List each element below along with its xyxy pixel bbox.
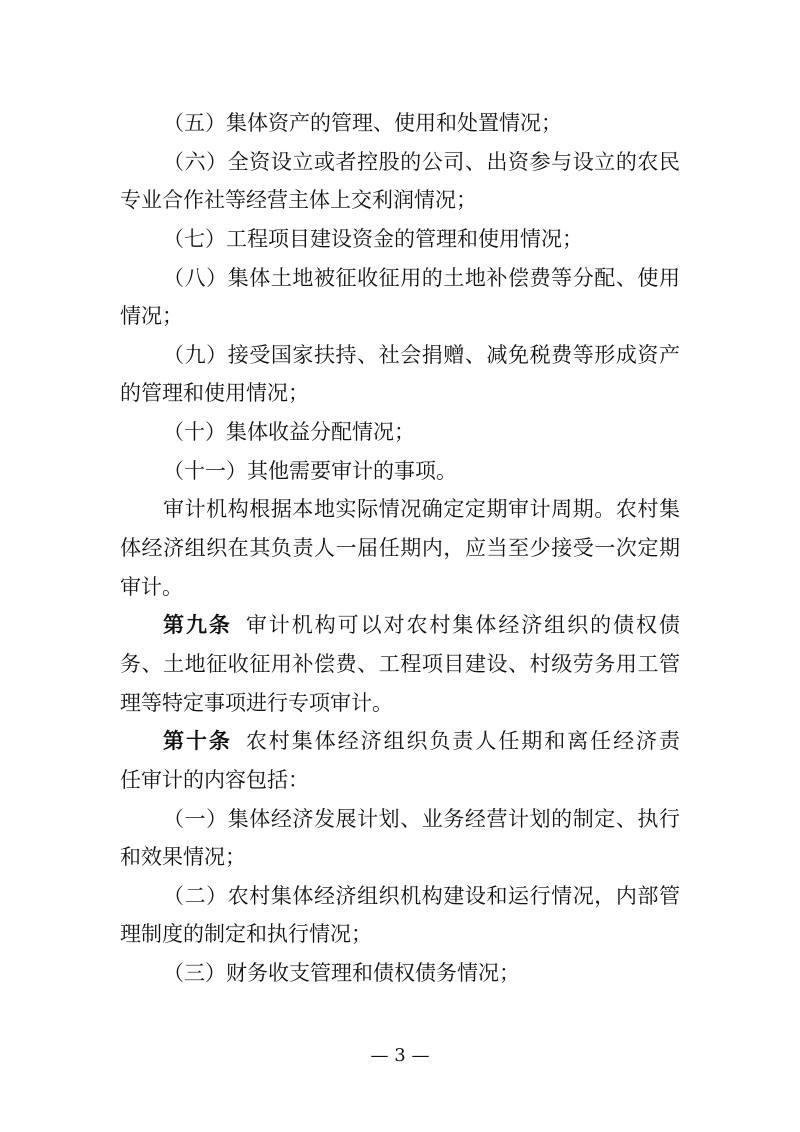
line-text: 理等特定事项进行专项审计。 (120, 690, 393, 715)
line-text: （五）集体资产的管理、使用和处置情况； (163, 111, 562, 135)
text-line (120, 722, 680, 761)
line-text: 审计。 (120, 574, 183, 599)
line-text: 理制度的制定和执行情况； (120, 922, 372, 947)
text-line (120, 954, 680, 993)
text-line (120, 413, 680, 452)
document-body (120, 104, 680, 993)
text-line (120, 877, 680, 916)
line-text: （六）全资设立或者控股的公司、出资参与设立的农民 (163, 149, 680, 174)
line-text: （十一）其他需要审计的事项。 (163, 458, 457, 483)
text-line (120, 490, 680, 529)
text-line (120, 915, 680, 954)
line-text: 和效果情况； (120, 845, 246, 870)
text-line (120, 529, 680, 568)
article-heading: 第十条 (163, 728, 232, 754)
line-text: 体经济组织在其负责人一届任期内，应当至少接受一次定期 (120, 536, 680, 561)
line-text: （二）农村集体经济组织机构建设和运行情况，内部管 (163, 883, 680, 908)
line-text: 情况； (120, 304, 183, 329)
text-line (120, 761, 680, 800)
text-line (120, 645, 680, 684)
line-text: 任审计的内容包括： (120, 767, 309, 792)
line-text: 审计机构根据本地实际情况确定定期审计周期。农村集 (163, 497, 680, 522)
text-line (120, 800, 680, 839)
text-line (120, 838, 680, 877)
line-text: 的管理和使用情况； (120, 381, 309, 406)
line-text: （八）集体土地被征收征用的土地补偿费等分配、使用 (163, 265, 680, 290)
line-text: 审计机构可以对农村集体经济组织的债权债 (245, 613, 681, 638)
text-line (120, 220, 680, 259)
page-number: — 3 — (370, 1045, 430, 1066)
text-line (120, 297, 680, 336)
text-line (120, 568, 680, 607)
text-line (120, 452, 680, 491)
text-line (120, 684, 680, 723)
text-line (120, 181, 680, 220)
line-text: （一）集体经济发展计划、业务经营计划的制定、执行 (163, 806, 680, 831)
line-text: （七）工程项目建设资金的管理和使用情况； (163, 226, 583, 251)
line-text: （九）接受国家扶持、社会捐赠、减免税费等形成资产 (163, 342, 680, 367)
line-text: 务、土地征收征用补偿费、工程项目建设、村级劳务用工管 (120, 651, 680, 676)
line-text: 专业合作社等经营主体上交利润情况； (120, 188, 477, 213)
text-line (120, 336, 680, 375)
article-heading: 第九条 (163, 612, 232, 638)
text-line (120, 259, 680, 298)
line-text: （十）集体收益分配情况； (163, 420, 415, 445)
text-line (120, 104, 680, 143)
text-line (120, 374, 680, 413)
line-text: （三）财务收支管理和债权债务情况； (163, 961, 520, 986)
text-line (120, 143, 680, 182)
line-text: 农村集体经济组织负责人任期和离任经济责 (245, 729, 681, 754)
text-line (120, 606, 680, 645)
